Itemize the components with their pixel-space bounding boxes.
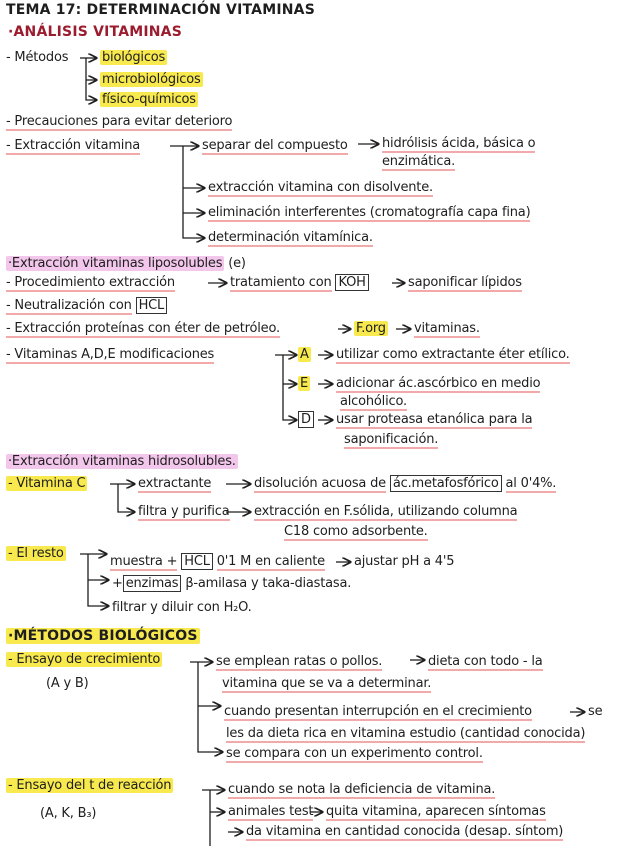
koh-box: KOH [335, 274, 368, 291]
hcl-box: HCL [136, 297, 168, 314]
filtra-purifica: filtra y purifica [138, 504, 230, 519]
extraccion-proteinas: - Extracción proteínas con éter de petróleo. [6, 321, 280, 336]
section-heading-analisis: ·ANÁLISIS VITAMINAS [8, 24, 183, 40]
ensayo-reaccion-sub: (A, K, B₃) [40, 806, 97, 821]
hcl-resto-box: HCL [181, 553, 213, 570]
vit-d-text-1: usar proteasa etanólica para la [336, 412, 533, 427]
amilasa-diastasa: β-amilasa y taka-diastasa. [185, 576, 352, 591]
crec-l3b: se [588, 704, 603, 719]
vitaminas-ade-label: - Vitaminas A,D,E modificaciones [6, 347, 215, 362]
section-heading-hidrosolubles: ·Extracción vitaminas hidrosolubles. [8, 454, 236, 469]
section-heading-metodos-biologicos: ·MÉTODOS BIOLÓGICOS [8, 628, 198, 644]
extraccion-disolvente: extracción vitamina con disolvente. [208, 180, 433, 195]
en-caliente: 0'1 M en caliente [216, 554, 325, 569]
separar-compuesto: separar del compuesto [202, 138, 348, 153]
vit-e-text-1: adicionar ác.ascórbico en medio [336, 376, 541, 391]
extraccion-fase-solida: extracción en F.sólida, utilizando columna [254, 504, 518, 519]
crec-l2: vitamina que se va a determinar. [222, 676, 432, 691]
metodos-label: - Métodos [6, 50, 69, 65]
vit-d-marker: D [298, 411, 314, 428]
mas-signo: + [112, 576, 123, 591]
metodo-microbiologicos: microbiológicos [102, 72, 201, 87]
enzimas-box: enzimas [123, 575, 182, 592]
tratamiento-con: tratamiento con [230, 275, 332, 290]
section-heading-liposolubles: ·Extracción vitaminas liposolubles [8, 256, 223, 271]
metodo-biologicos: biológicos [102, 50, 166, 65]
page-title: TEMA 17: DETERMINACIÓN VITAMINAS [6, 2, 315, 18]
react-l3: da vitamina en cantidad conocida (desap. síntom) [246, 824, 564, 839]
metodo-fisico-quimicos: físico-químicos [102, 92, 196, 107]
filtrar-diluir: filtrar y diluir con H₂O. [112, 600, 252, 615]
vitaminas-result: vitaminas. [414, 321, 480, 336]
ensayo-reaccion-label: - Ensayo del t de reacción [8, 778, 172, 793]
extraccion-vitamina-label: - Extracción vitamina [6, 138, 141, 153]
vit-e-text-2: alcohólico. [340, 394, 407, 409]
muestra-mas: muestra + [110, 554, 178, 569]
ajustar-ph: ajustar pH a 4'5 [354, 554, 455, 569]
precauciones-text: - Precauciones para evitar deterioro [6, 114, 233, 129]
vit-d-text-2: saponificación. [344, 432, 439, 447]
neutralizacion-label: - Neutralización con [6, 298, 132, 313]
ensayo-crecimiento-sub: (A y B) [46, 676, 89, 691]
vit-a-marker: A [300, 347, 309, 362]
eliminacion-interferentes: eliminación interferentes (cromatografía capa fina) [208, 205, 531, 220]
al-04: al 0'4%. [505, 476, 557, 491]
crec-l1a: se emplean ratas o pollos. [216, 654, 383, 669]
crec-l4: les da dieta rica en vitamina estudio (cantidad conocida) [226, 726, 586, 741]
crec-l3: cuando presentan interrupción en el crecimiento [224, 704, 532, 719]
vitamina-c-label: - Vitamina C [8, 476, 86, 491]
crec-l5: se compara con un experimento control. [226, 746, 483, 761]
ensayo-crecimiento-label: - Ensayo de crecimiento [8, 652, 161, 667]
procedimiento-label: - Procedimiento extracción [6, 275, 175, 290]
extractante: extractante [138, 476, 212, 491]
disolucion-acuosa: disolución acuosa de [254, 476, 386, 491]
vit-a-text: utilizar como extractante éter etílico. [336, 347, 570, 362]
react-l1: cuando se nota la deficiencia de vitamina. [228, 782, 496, 797]
f-org: F.org [356, 321, 386, 336]
metafosforico-box: ác.metafosfórico [390, 475, 502, 492]
crec-l1b: dieta con todo - la [428, 654, 543, 669]
react-l2a: animales test [228, 804, 314, 819]
liposolubles-suffix: (e) [228, 256, 246, 271]
el-resto-label: - El resto [8, 546, 64, 561]
c18-adsorbente: C18 como adsorbente. [284, 524, 428, 539]
hidrolisis-line-1: hidrólisis ácida, básica o [382, 136, 536, 151]
determinacion-vitaminica: determinación vitamínica. [208, 230, 373, 245]
saponificar-lipidos: saponificar lípidos [408, 275, 522, 290]
react-l2b: quita vitamina, aparecen síntomas [326, 804, 546, 819]
vit-e-marker: E [300, 376, 309, 391]
hidrolisis-line-2: enzimática. [382, 154, 456, 169]
